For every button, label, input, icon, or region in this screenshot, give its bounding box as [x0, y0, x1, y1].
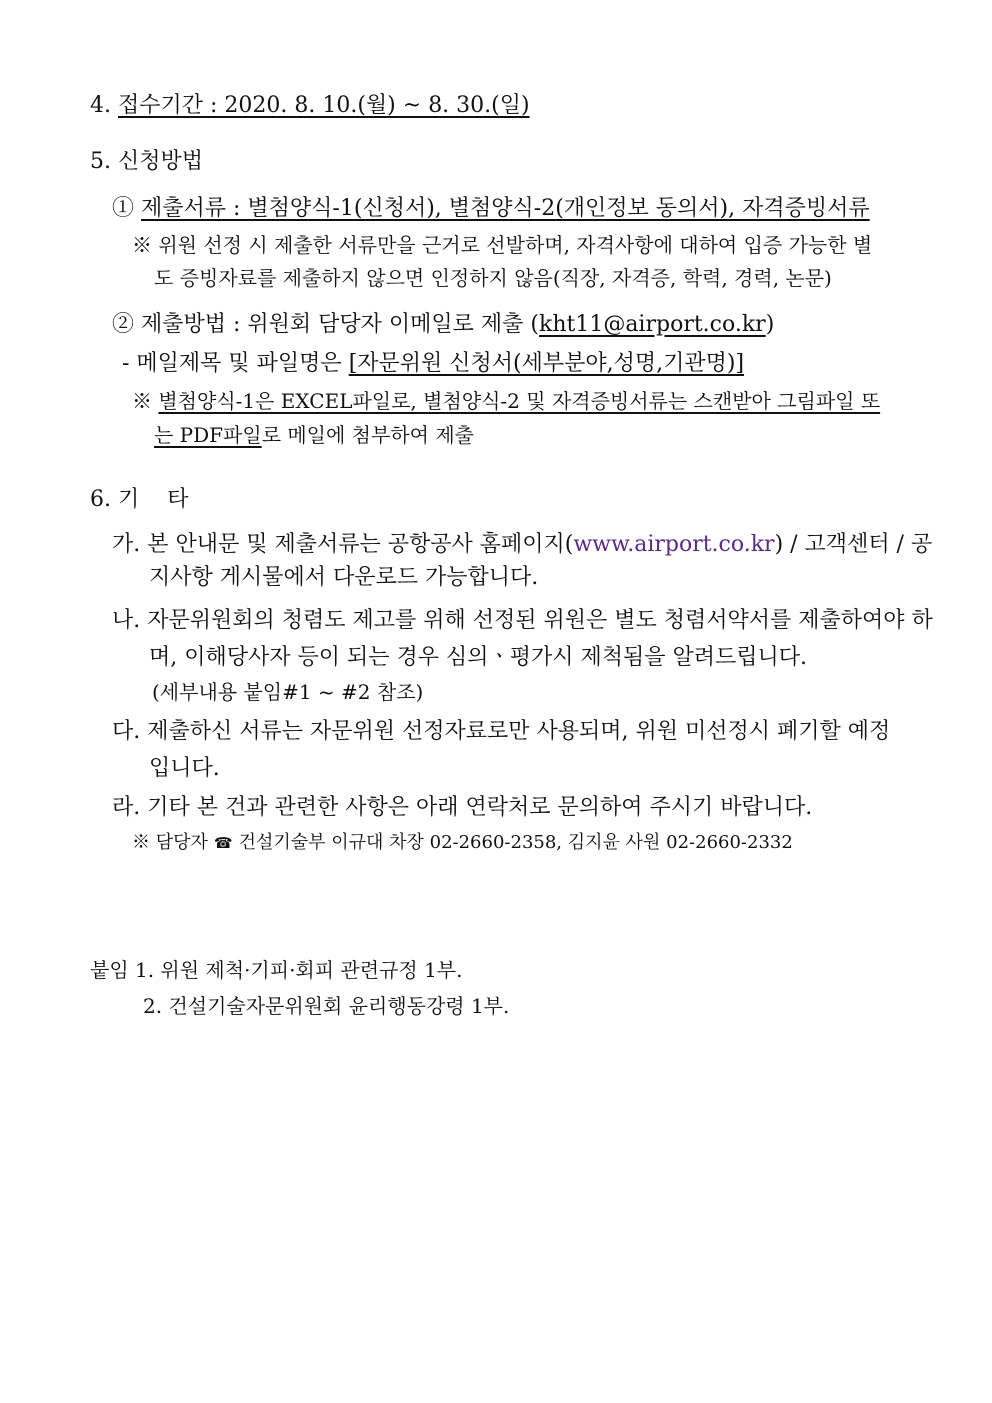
- documents-note-line2: 도 증빙자료를 제출하지 않으면 인정하지 않음(직장, 자격증, 학력, 경력, 논문): [154, 266, 832, 290]
- section4-line: [90, 93, 530, 119]
- item-ga-line1: [112, 532, 932, 558]
- attachment-2: 2. 건설기술자문위원회 윤리행동강령 1부.: [143, 994, 510, 1018]
- item-ga-suffix: ) / 고객센터 / 공: [774, 532, 933, 557]
- mail-subject-prefix: - 메일제목 및 파일명은: [122, 351, 349, 376]
- item-ga-line2: 지사항 게시물에서 다운로드 가능합니다.: [149, 565, 539, 590]
- contact-prefix: ※ 담당자: [132, 832, 208, 853]
- item-na-line2: 며, 이해당사자 등이 되는 경우 심의ㆍ평가시 제척됨을 알려드립니다.: [149, 645, 807, 670]
- submission-method-suffix: ): [765, 312, 775, 337]
- section5-heading: 5. 신청방법: [90, 149, 203, 174]
- submission-method-prefix: ② 제출방법 : 위원회 담당자 이메일로 제출 (: [112, 312, 539, 337]
- file-format-note-mark: ※: [132, 389, 159, 413]
- file-format-note-line2: [154, 423, 474, 447]
- contact-details: 건설기술부 이규대 차장 02-2660-2358, 김지윤 사원 02-2660-2332: [238, 832, 793, 853]
- homepage-link[interactable]: www.airport.co.kr: [573, 532, 775, 557]
- submission-documents: [112, 196, 870, 222]
- file-format-note-underlined: 는 PDF파일: [154, 423, 262, 447]
- section6-heading: 6. 기 타: [90, 487, 189, 512]
- item-ra-line1: 라. 기타 본 건과 관련한 사항은 아래 연락처로 문의하여 주시기 바랍니다.: [112, 795, 813, 820]
- item-na-line1: 나. 자문위원회의 청렴도 제고를 위해 선정된 위원은 별도 청렴서약서를 제출하여야 하: [112, 608, 933, 633]
- submission-method: [112, 312, 774, 338]
- file-format-note-line1: [132, 389, 880, 413]
- mail-subject-line: [122, 351, 744, 377]
- item-na-line3: (세부내용 붙임#1 ~ #2 참조): [152, 680, 424, 704]
- documents-note-line1: ※ 위원 선정 시 제출한 서류만을 근거로 선발하며, 자격사항에 대하여 입증 가능한 별: [132, 233, 873, 257]
- item-da-line2: 입니다.: [149, 756, 220, 781]
- attachment-1: 붙임 1. 위원 제척·기피·회피 관련규정 1부.: [90, 958, 463, 982]
- item-ga-prefix: 가. 본 안내문 및 제출서류는 공항공사 홈페이지(: [112, 532, 574, 557]
- submission-documents-text: 제출서류 : 별첨양식-1(신청서), 별첨양식-2(개인정보 동의서), 자격증빙서류: [141, 196, 870, 221]
- file-format-note-rest: 로 메일에 첨부하여 제출: [261, 423, 474, 447]
- phone-icon: ☎: [213, 834, 233, 852]
- section4-number: 4.: [90, 93, 111, 118]
- contact-line: [132, 832, 793, 854]
- application-period: 접수기간 : 2020. 8. 10.(월) ~ 8. 30.(일): [118, 93, 530, 118]
- contact-email-link[interactable]: kht11@airport.co.kr: [538, 312, 766, 337]
- mail-subject-format: [자문위원 신청서(세부분야,성명,기관명)]: [348, 351, 745, 376]
- file-format-note-text: 별첨양식-1은 EXCEL파일로, 별첨양식-2 및 자격증빙서류는 스캔받아 그림파일 또: [158, 389, 881, 413]
- item-da-line1: 다. 제출하신 서류는 자문위원 선정자료로만 사용되며, 위원 미선정시 폐기할 예정: [112, 719, 891, 744]
- item1-marker: ①: [112, 196, 135, 221]
